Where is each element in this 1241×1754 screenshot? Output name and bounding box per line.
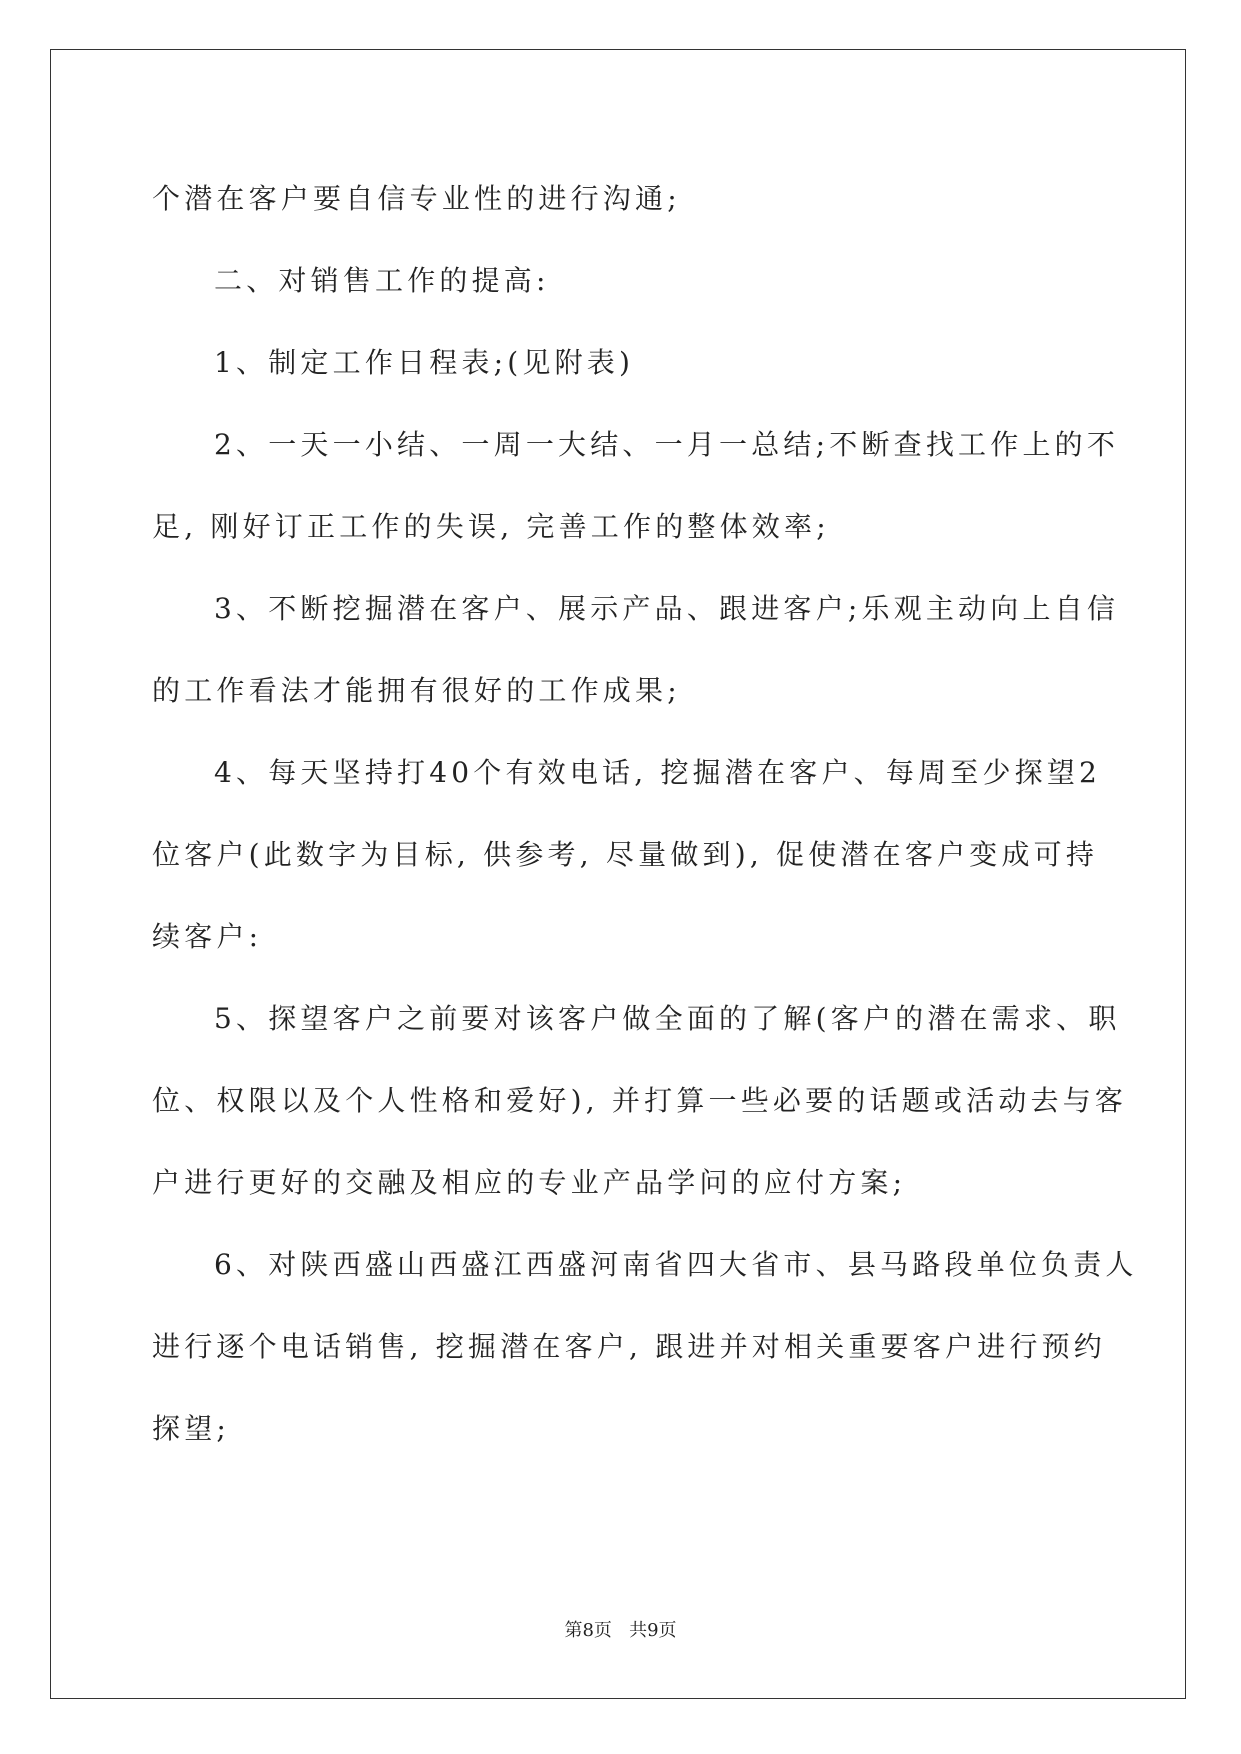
list-item-2-continued: 足, 刚好订正工作的失误, 完善工作的整体效率; bbox=[152, 510, 830, 543]
page-footer bbox=[0, 1616, 1241, 1642]
list-item-6: 6、对陕西盛山西盛江西盛河南省四大省市、县马路段单位负责人 bbox=[214, 1248, 1138, 1281]
list-item-3-continued: 的工作看法才能拥有很好的工作成果; bbox=[152, 674, 681, 707]
list-item-1: 1、制定工作日程表;(见附表) bbox=[214, 346, 635, 379]
list-item-5: 5、探望客户之前要对该客户做全面的了解(客户的潜在需求、职 bbox=[214, 1002, 1121, 1035]
list-item-4: 4、每天坚持打40个有效电话, 挖掘潜在客户、每周至少探望2 bbox=[214, 756, 1102, 789]
list-item-5-continued: 位、权限以及个人性格和爱好), 并打算一些必要的话题或活动去与客 bbox=[152, 1084, 1128, 1117]
section-heading: 二、对销售工作的提高: bbox=[214, 264, 550, 297]
page-number: 第8页 共9页 bbox=[564, 1620, 677, 1641]
list-item-4-continued: 位客户(此数字为目标, 供参考, 尽量做到), 促使潜在客户变成可持 bbox=[152, 838, 1099, 871]
document-body bbox=[152, 158, 1138, 1470]
list-item-2: 2、一天一小结、一周一大结、一月一总结;不断查找工作上的不 bbox=[214, 428, 1120, 461]
list-item-6-continued: 探望; bbox=[152, 1412, 231, 1445]
list-item-5-continued: 户进行更好的交融及相应的专业产品学问的应付方案; bbox=[152, 1166, 907, 1199]
list-item-4-continued: 续客户: bbox=[152, 920, 263, 953]
text-line: 个潜在客户要自信专业性的进行沟通; bbox=[152, 182, 681, 215]
list-item-3: 3、不断挖掘潜在客户、展示产品、跟进客户;乐观主动向上自信 bbox=[214, 592, 1120, 625]
list-item-6-continued: 进行逐个电话销售, 挖掘潜在客户, 跟进并对相关重要客户进行预约 bbox=[152, 1330, 1107, 1363]
